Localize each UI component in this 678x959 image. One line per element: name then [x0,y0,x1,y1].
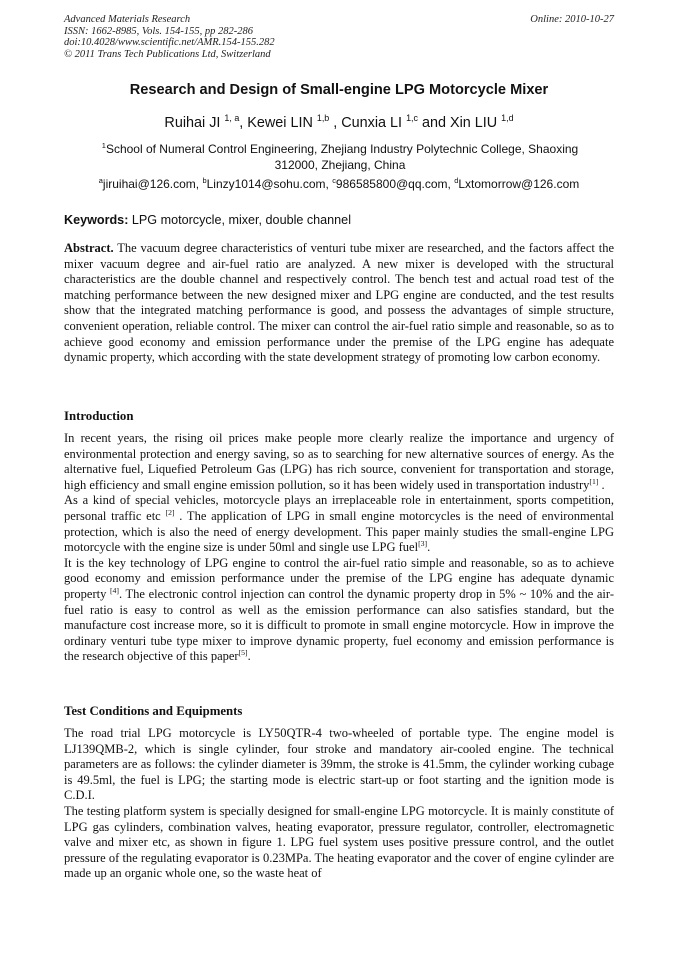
citation-ref: [3] [418,539,428,548]
affiliation-text: School of Numeral Control Engineering, Zhejiang Industry Polytechnic College, Shaoxing 312000, Zhejiang, China [105,142,579,172]
email-separator: , [447,177,455,191]
test-conditions-body [64,726,614,882]
paragraph-text: As a kind of special vehicles, motorcycle plays an irreplaceable role in entertainment, sports competition, personal traffic etc [64,493,614,523]
email-marker: d [454,176,459,185]
online-date: Online: 2010-10-27 [530,14,614,25]
citation-ref: [1] [589,476,599,486]
affiliation [80,141,600,173]
citation-ref: [2] [165,507,175,517]
journal-header [64,14,275,60]
author-affiliation-marker: 1,b [316,113,330,124]
paragraph-text: In recent years, the rising oil prices make people more clearly realize the importance and urgency of environmental protection and energy saving, so as to searching for new alternative sources of energy. As the alternative fuel, Liquefied Petroleum Gas (LPG) has rich source, convenient for transportation and storage, high efficiency and small engine emission pollution, so it has been widely used in transportation industry [64,431,614,492]
paragraph [64,493,614,555]
author-list [0,115,678,131]
email-marker: c [332,176,336,185]
keywords-label: Keywords: [64,213,129,227]
paragraph-text: . The electronic control injection can control the dynamic property drop in 5% ~ 10% and the air-fuel ratio is easy to control as well as the emission performance can also satisfies standard, but the manufacture cost increase more, so it is difficult to promote in small engine motorcycle. How in improve the ordinary venturi tube type mixer to improve dynamic property, fuel economy and emission performance is the research objective of this paper [64,586,614,664]
email-separator: , [325,177,333,191]
citation-ref: [5] [238,648,248,658]
paragraph-text: . The application of LPG in small engine motorcycles is the need of environmental protection, which is also the need of energy development. This paper mainly studies the small-engine LPG motorcycle with the engine size is under 50ml and single use LPG fuel [64,508,614,555]
author-affiliation-marker: 1,d [501,113,514,124]
paragraph [64,556,614,665]
paragraph [64,804,614,882]
abstract [64,241,614,366]
paragraph [64,726,614,804]
paragraph-text: . [427,540,431,555]
abstract-label: Abstract. [64,241,114,255]
abstract-text: The vacuum degree characteristics of venturi tube mixer are researched, and the factors affect the mixer vacuum degree and air-fuel ratio are analyzed. A new mixer is developed with the structural characteristics are the double channel and respectively control. The bench test and actual road test of the matching performance between the new designed mixer and LPG engine are conducted, and the test results show that the integrated matching performance is good, and possess the advantages of simple structure, convenient operation, reliable control. The mixer can control the air-fuel ratio simple and reasonable, so as to achieve good economy and emission performance under the premise of the LPG engine has adequate dynamic property, which according with the state development strategy of promoting low carbon economy. [64,241,614,365]
paragraph-text: It is the key technology of LPG engine to control the air-fuel ratio simple and reasonable, so as to achieve good economy and emission performance under the premise of the LPG engine has adequate dynamic property [64,555,614,601]
email-marker: b [202,176,207,185]
paper-title: Research and Design of Small-engine LPG Motorcycle Mixer [129,82,549,98]
journal-name: Advanced Materials Research [64,14,191,25]
email-address: Lxtomorrow@126.com [458,177,580,191]
keywords-text: LPG motorcycle, mixer, double channel [128,213,351,227]
paragraph-text: . [598,477,605,492]
keywords [64,213,614,227]
email-list [0,177,678,191]
paragraph-text: The testing platform system is specially designed for small-engine LPG motorcycle. It is mainly constitute of LPG gas cylinders, combination valves, heating evaporator, pressure regulator, controller, electromagnetic valve and mixer etc, as shown in figure 1. LPG fuel system uses positive pressure control, and the outlet pressure of the regulating evaporator is 0.23MPa. The heating evaporator and the cover of engine cylinder are made up an organic whole one, so the waste heat of [64,803,614,881]
email-address: 986585800@qq.com [335,177,448,191]
author-name: Xin LIU [449,115,498,131]
doi-line: doi:10.4028/www.scientific.net/AMR.154-155.282 [64,37,275,48]
email-address: Linzy1014@sohu.com [206,177,326,191]
copyright-line: © 2011 Trans Tech Publications Ltd, Switzerland [64,48,271,60]
introduction-body [64,431,614,665]
email-marker: a [98,176,103,185]
section-heading-introduction: Introduction [64,409,134,423]
affiliation-marker: 1 [101,141,106,150]
author-separator: and [417,115,450,131]
author-affiliation-marker: 1,c [406,113,418,124]
author-separator: , [239,115,248,131]
email-separator: , [195,177,203,191]
paragraph-text: . [247,649,251,664]
issn-line: ISSN: 1662-8985, Vols. 154-155, pp 282-286 [64,25,253,37]
author-name: Cunxia LI [341,115,403,131]
author-name: Ruihai JI [164,115,221,131]
author-separator: , [329,115,342,131]
paragraph-text: The road trial LPG motorcycle is LY50QTR-4 two-wheeled of portable type. The engine model is LJ139QMB-2, which is single cylinder, four stroke and mandatory air-cooled engine. The technical parameters are as follows: the cylinder diameter is 39mm, the stroke is 41.5mm, the cylinder working cubage is 49.5ml, the fuel is LPG; the starting mode is electric start-up or foot starting and the ignition mode is C.D.I. [64,726,614,803]
citation-ref: [4] [109,585,120,595]
paragraph [64,431,614,493]
author-name: Kewei LIN [247,115,313,131]
section-heading-test-conditions: Test Conditions and Equipments [64,704,243,718]
email-address: jiruihai@126.com [102,177,196,191]
author-affiliation-marker: 1, a [224,113,240,124]
